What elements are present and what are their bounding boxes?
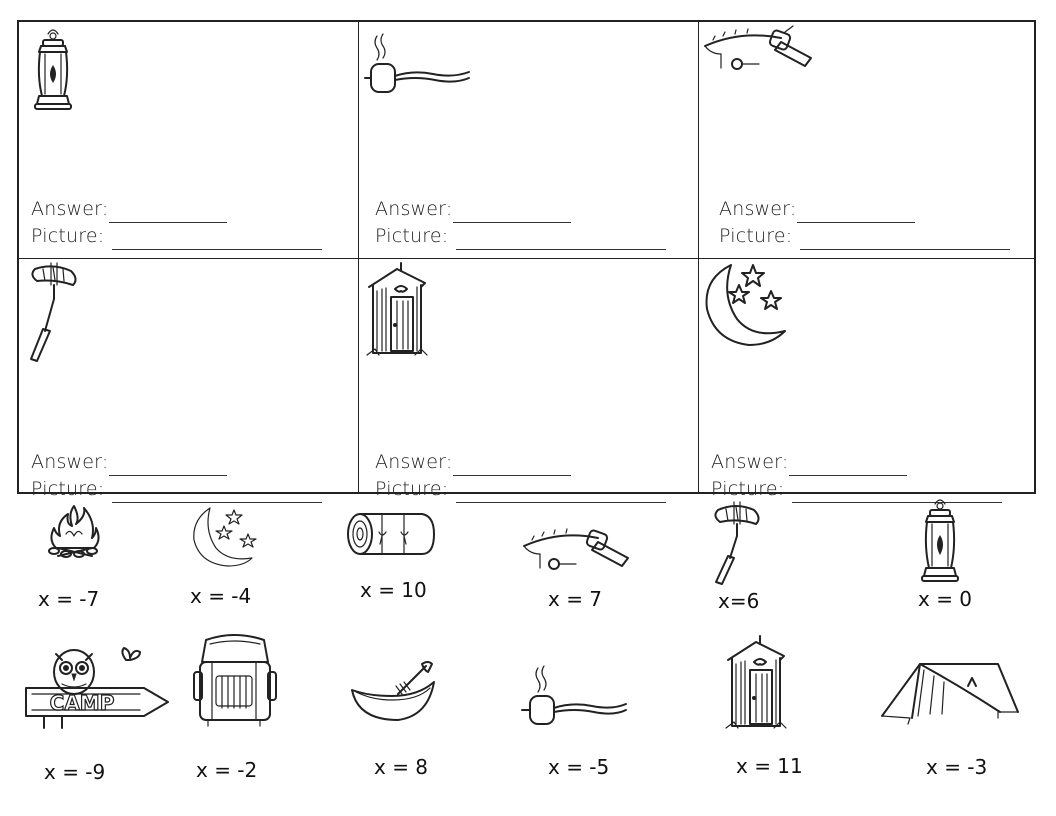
answer-lines [31,449,322,503]
answer-bank-label: x = -3 [926,755,988,779]
answer-bank-label: x = -4 [190,584,252,608]
problem-cell-2 [359,22,697,257]
picture-label: Picture: [375,225,449,247]
answer-lines [711,449,1002,503]
problem-cell-1 [19,22,357,257]
outhouse-icon [724,634,788,736]
picture-blank[interactable] [112,231,322,250]
backpack-icon [194,632,274,732]
picture-label: Picture: [719,225,793,247]
camp-sign-text: CAMP [49,691,115,715]
answer-bank-label: x = -2 [196,758,258,782]
answer-blank[interactable] [109,204,227,223]
answer-bank-label: x = -7 [38,587,100,611]
answer-bank-label: x = 0 [918,587,973,611]
problem-cell-4 [19,259,357,500]
answer-label: Answer: [719,198,797,220]
answer-blank[interactable] [797,204,915,223]
answer-lines [375,449,666,503]
campfire-icon [46,504,104,564]
outhouse-icon [365,261,429,363]
fishing-rod-icon [701,24,816,88]
sausage-fork-icon [708,500,768,590]
problem-cell-6 [699,259,1037,500]
sleeping-bag-icon [346,512,438,562]
picture-blank[interactable] [112,484,322,503]
worksheet-grid [17,20,1036,500]
answer-bank-label: x = 7 [548,587,603,611]
problem-cell-3 [699,22,1037,257]
answer-blank[interactable] [789,457,907,476]
lantern-icon [918,496,962,588]
answer-bank-label: x = 10 [360,578,427,602]
camp-sign-owl-icon [22,644,172,734]
answer-label: Answer: [375,198,453,220]
picture-label: Picture: [375,478,449,500]
picture-blank[interactable] [792,484,1002,503]
answer-blank[interactable] [453,204,571,223]
answer-lines [31,196,322,250]
answer-bank-label: x = -9 [44,760,106,784]
answer-blank[interactable] [109,457,227,476]
picture-label: Picture: [31,478,105,500]
moon-stars-icon [701,261,793,351]
answer-blank[interactable] [453,457,571,476]
picture-label: Picture: [711,478,785,500]
canoe-icon [348,660,440,734]
answer-label: Answer: [31,198,109,220]
sausage-fork-icon [23,261,83,370]
moon-stars-icon [190,506,262,572]
picture-blank[interactable] [456,484,666,503]
answer-lines [719,196,1010,250]
fishing-rod-icon [520,522,632,582]
answer-bank-label: x=6 [718,589,760,613]
picture-label: Picture: [31,225,105,247]
picture-blank[interactable] [800,231,1010,250]
picture-blank[interactable] [456,231,666,250]
problem-cell-5 [359,259,697,500]
lantern-icon [33,26,73,116]
tent-icon [880,656,1020,730]
answer-bank-label: x = 8 [374,755,429,779]
answer-bank-label: x = -5 [548,755,610,779]
answer-lines [375,196,666,250]
answer-label: Answer: [31,451,109,473]
answer-bank-label: x = 11 [736,754,803,778]
marshmallow-icon [520,666,630,734]
answer-label: Answer: [711,451,789,473]
marshmallow-icon [363,30,473,104]
answer-label: Answer: [375,451,453,473]
